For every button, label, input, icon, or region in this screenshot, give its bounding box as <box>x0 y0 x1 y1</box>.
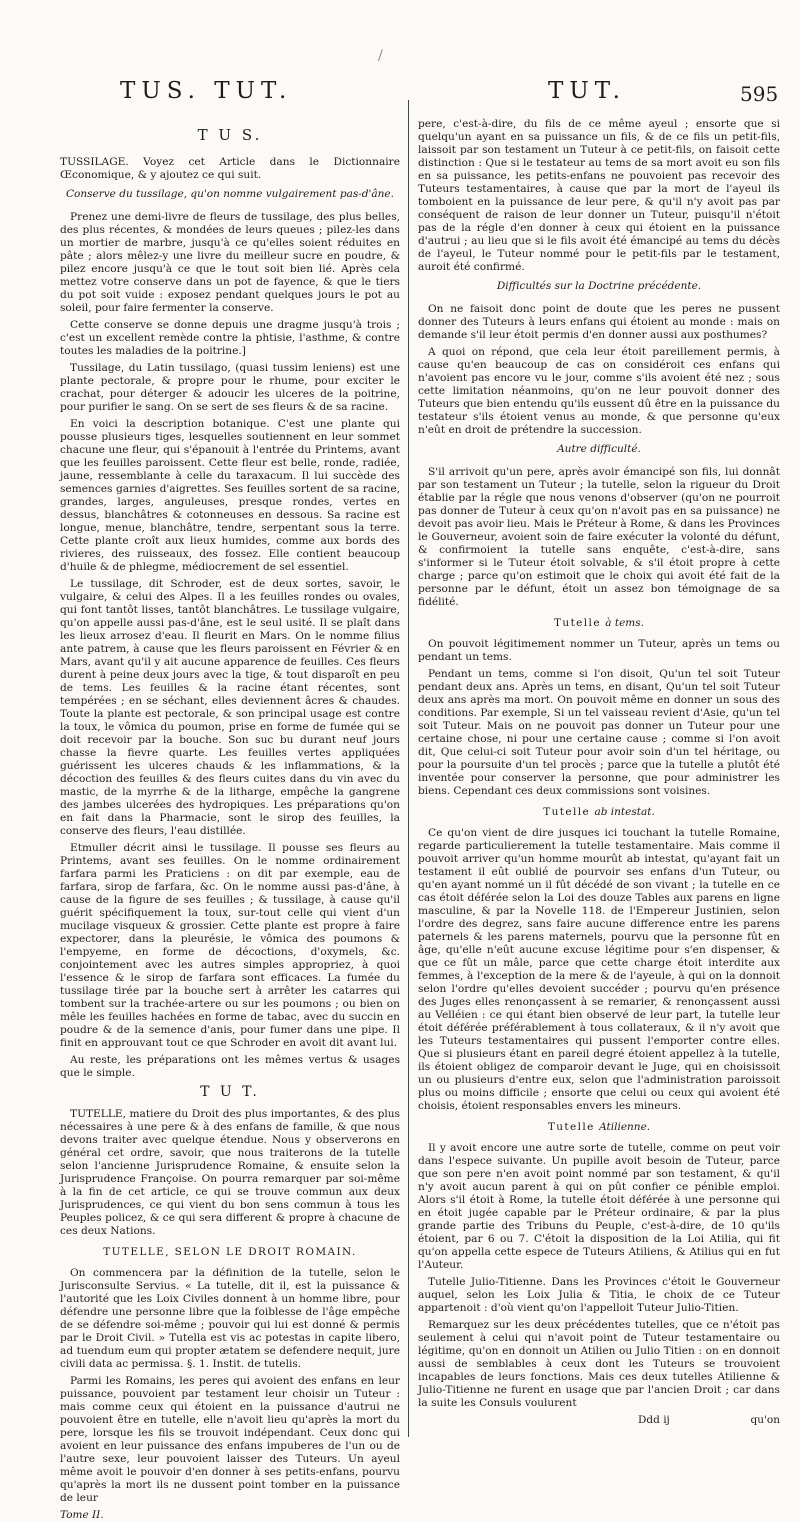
paragraph: Le tussilage, dit Schroder, est de deux sortes, savoir, le vulgaire, & celui des Alpes. Il a les feuilles rondes ou ovales, qui font tantôt lisses, tantôt blanchâtres. Le tussilage vulgaire, qu'on appelle aussi pas-d'âne, est le seul usité. Il se plaît dans les lieux arrosez d'eau. Il fleurit en Mars. On le nomme filius ante patrem, à cause que les fleurs paroissent en Février & en Mars, avant qu'il y ait aucune apparence de feuilles. Ces fleurs durent à peine deux jours avec la tige, & tout disparoît en peu de tems. Les feuilles & la racine étant récentes, sont tempérées ; en se séchant, elles deviennent âcres & chaudes. Toute la plante est pectorale, & son principal usage est contre la toux, le vômica du poumon, prise en forme de fumée qui se doit recevoir par la bouche. Son suc bu durant neuf jours chasse la fievre quarte. Les feuilles vertes appliquées guérissent les ulceres chauds & les inflammations, & la décoction des feuilles & des fleurs cuites dans du vin avec du mastic, de la myrrhe & de la litharge, empêche la gangrene des jambes ulcerées des hydropiques. Les préparations qu'on en fait dans la Pharmacie, sont le sirop des feuilles, la conserve des fleurs, l'eau distillée. <box>60 578 400 837</box>
page-number: 595 <box>740 82 779 106</box>
paragraph: Tutelle Julio-Titienne. Dans les Provinces c'étoit le Gouverneur auquel, selon les Loix Julia & Titia, le choix de ce Tuteur appartenoit : d'où vient qu'on l'appelloit Tuteur Julio-Titien. <box>418 1276 780 1314</box>
paragraph: On commencera par la définition de la tutelle, selon le Jurisconsulte Servius. « La tutelle, dit il, est la puissance & l'autorité que les Loix Civiles donnent à un homme libre, pour défendre une personne libre que la foiblesse de l'âge empêche de se défendre soi-même ; pouvoir qui lui est donné & permis par le Droit Civil. » Tutella est vis ac potestas in capite libero, ad tuendum eum qui propter ætatem se defendere nequit, jure civili data ac permissa. §. 1. Instit. de tutelis. <box>60 1267 400 1370</box>
paragraph: On ne faisoit donc point de doute que les peres ne pussent donner des Tuteurs à leurs enfans qui étoient au monde : mais on demande s'il leur étoit permis d'en donner aussi aux posthumes? <box>418 303 780 341</box>
tutelle-atilienne-heading <box>418 1121 780 1134</box>
printer-mark: / <box>378 48 383 64</box>
paragraph: Cette conserve se donne depuis une dragme jusqu'à trois ; c'est un excellent remède contre la phtisie, l'asthme, & contre toutes les maladies de la poitrine.] <box>60 319 400 357</box>
column-rule <box>408 100 409 1437</box>
left-column <box>60 118 400 1521</box>
running-head-right: TUT. <box>548 78 626 104</box>
running-head-left: TUS. TUT. <box>120 78 293 104</box>
tutelle-word: Tutelle <box>554 617 601 629</box>
tutelle-a-tems-heading <box>418 617 780 630</box>
paragraph: Ce qu'on vient de dire jusques ici touchant la tutelle Romaine, regarde particulierement la tutelle testamentaire. Mais comme il pouvoit arriver qu'un homme mourût ab intestat, qu'ayant fait un testament il eût oublié de pourvoir ses enfans d'un Tuteur, ou qu'en ayant nommé un il fût décédé de son vivant ; la tutelle en ce cas étoit déférée selon la Loi des douze Tables aux parens en ligne masculine, & par la Novelle 118. de l'Empereur Justinien, selon l'ordre des degrez, sans faire aucune difference entre les parens paternels & les parens maternels, pourvu que la personne fût en âge, qu'elle n'eût aucune excuse légitime pour s'en dispenser, & que ce fût un mâle, parce que cette charge étoit interdite aux femmes, à l'exception de la mere & de l'ayeule, à qui on la donnoit selon l'ordre qu'elles devoient succéder ; pourvu qu'en présence des Juges elles renonçassent à se remarier, & renonçassent aussi au Velléien : ce qui étant bien observé de leur part, la tutelle leur étoit déférée préférablement à tous collateraux, & il n'y avoit que les Tuteurs testamentaires qui pussent l'emporter contre elles. Que si plusieurs étant en pareil degré étoient appellez à la tutelle, ils étoient obligez de comparoir devant le Juge, qui en choisissoit un ou plusieurs d'entre eux, selon que l'administration paroissoit plus ou moins difficile ; ensorte que celui ou ceux qui avoient été choisis, étoient responsables envers les mineurs. <box>418 827 780 1112</box>
difficultes-heading: Difficultés sur la Doctrine précédente. <box>496 280 702 292</box>
roman-law-heading: TUTELLE, SELON LE DROIT ROMAIN. <box>103 1246 357 1258</box>
tutelle-qualifier: à tems. <box>605 617 644 629</box>
paragraph: Tussilage, du Latin tussilago, (quasi tussim leniens) est une plante pectorale, & propre pour le rhume, pour exciter le crachat, pour déterger & adoucir les ulceres de la poitrine, pour purifier le sang. On se sert de ses fleurs & de sa racine. <box>60 362 400 413</box>
tutelle-word: Tutelle <box>547 1121 595 1133</box>
paragraph: A quoi on répond, que cela leur étoit pareillement permis, à cause qu'en beaucoup de cas on considéroit ces enfans qui n'avoient pas encore vu le jour, comme s'ils avoient été nez ; sous cette limitation néanmoins, qu'on ne leur pouvoit donner des Tuteurs que bien entendu qu'ils eussent dû être en la puissance du testateur s'ils étoient venus au monde, & que personne qu'eux n'eût en droit de prétendre la succession. <box>418 346 780 436</box>
signature-mark: Ddd ij <box>638 1414 670 1426</box>
right-column <box>418 118 780 1455</box>
paragraph: En voici la description botanique. C'est une plante qui pousse plusieurs tiges, lesquelles soutiennent en leur sommet chacune une fleur, qui s'épanouit à l'entrée du Printems, avant que les feuilles paroissent. Cette fleur est belle, ronde, radiée, jaune, ressemblante à celle du taraxacum. Il lui succède des semences garnies d'aigrettes. Ses feuilles sortent de sa racine, grandes, larges, anguleuses, presque rondes, vertes en dessus, blanchâtres & cotonneuses en dessous. Sa racine est longue, menue, blanchâtre, tendre, serpentant sous la terre. Cette plante croît aux lieux humides, comme aux bords des rivieres, des ruisseaux, des fossez. Elle contient beaucoup d'huile & de phlegme, médiocrement de sel essentiel. <box>60 418 400 573</box>
paragraph: On pouvoit légitimement nommer un Tuteur, après un tems ou pendant un tems. <box>418 638 780 663</box>
tutelle-qualifier: Atilienne. <box>599 1121 651 1133</box>
conserve-title: Conserve du tussilage, qu'on nomme vulgairement pas-d'âne. <box>66 188 394 200</box>
autre-difficulte-heading: Autre difficulté. <box>557 443 641 455</box>
left-footer <box>60 1509 400 1521</box>
paragraph: Il y avoit encore une autre sorte de tutelle, comme on peut voir dans l'espece suivante. Un pupille avoit besoin de Tuteur, parce que son pere n'en avoit point nommé par son testament, & qu'il n'y avoit aucun parent à qui on pût confier ce pénible emploi. Alors s'il étoit à Rome, la tutelle étoit déférée à une personne qui en étoit jugée capable par le Préteur ordinaire, & par la plus grande partie des Tribuns du Peuple, c'est-à-dire, de 10 qu'ils étoient, par 6 ou 7. C'étoit la disposition de la Loi Atilia, qui fit qu'on appella cette espece de Tuteurs Atiliens, & Atilius qui en fut l'Auteur. <box>418 1142 780 1271</box>
paragraph: Prenez une demi-livre de fleurs de tussilage, des plus belles, des plus récentes, & mondées de leurs queues ; pilez-les dans un mortier de marbre, jusqu'à ce qu'elles soient réduites en pâte ; alors mêlez-y une livre du meilleur sucre en poudre, & pilez encore jusqu'à ce que le tout soit bien lié. Après cela mettez votre conserve dans un pot de fayence, & que le tiers du pot soit vuide : exposez pendant quelques jours le pot au soleil, pour faire fermenter la conserve. <box>60 211 400 314</box>
paragraph: pere, c'est-à-dire, du fils de ce même ayeul ; ensorte que si quelqu'un ayant en sa puissance un fils, & de ce fils un petit-fils, laissoit par son testament un Tuteur à ce petit-fils, on faisoit cette distinction : Que si le testateur au tems de sa mort avoit eu son fils en sa puissance, les petits-enfans ne pouvoient pas recevoir des Tuteurs testamentaires, à cause que par la mort de l'ayeul ils tomboient en la puissance de leur pere, & qu'il n'y avoit pas par conséquent de raison de leur donner un Tuteur, puisqu'il n'étoit pas de la régle d'en donner à ceux qui étoient en la puissance d'autrui ; au lieu que si le fils avoit été émancipé au tems du décès de l'ayeul, le Tuteur nommé pour le petit-fils par le testament, auroit été confirmé. <box>418 118 780 273</box>
paragraph: TUTELLE, matiere du Droit des plus importantes, & des plus nécessaires à une pere & à des enfans de famille, & que nous devons traiter avec quelque étendue. Nous y observerons en général cet ordre, savoir, que nous traiterons de la tutelle selon l'ancienne Jurisprudence Romaine, & ensuite selon la Jurisprudence Françoise. On pourra remarquer par soi-même à la fin de cet article, ce qui se trouve commun aux deux Jurisprudences, ce qui vient du bon sens commun à tous les Peuples policez, & ce qui sera different & propre à chacune de ces deux Nations. <box>60 1108 400 1237</box>
tussilage-intro: TUSSILAGE. Voyez cet Article dans le Dictionnaire Œconomique, & y ajoutez ce qui suit. <box>60 156 400 181</box>
tutelle-word: Tutelle <box>543 806 591 818</box>
tutelle-ab-intestat-heading <box>418 806 780 819</box>
catchword: qu'on <box>750 1414 780 1426</box>
paragraph: S'il arrivoit qu'un pere, après avoir émancipé son fils, lui donnât par son testament un Tuteur ; la tutelle, selon la rigueur du Droit établie par la régle que nous venons d'observer (qu'on ne pourroit pas donner de Tuteur à ceux qu'on n'avoit pas en sa puissance) ne devoit pas avoir lieu. Mais le Préteur à Rome, & dans les Provinces le Gouverneur, avoient soin de faire exécuter la volonté du défunt, & confirmoient la tutelle sans enquête, c'est-à-dire, sans s'informer si le Tuteur étoit solvable, & s'il étoit propre à cette charge ; parce qu'on estimoit que le choix qui avoit été fait de la personne par le défunt, étoit un assez bon témoignage de sa fidélité. <box>418 466 780 608</box>
section-heading-tus: T U S. <box>197 126 263 144</box>
tutelle-qualifier: ab intestat. <box>594 806 655 818</box>
volume-signature: Tome II. <box>60 1509 104 1521</box>
section-heading-tut: T U T. <box>200 1084 260 1100</box>
paragraph: Parmi les Romains, les peres qui avoient des enfans en leur puissance, pouvoient par testament leur choisir un Tuteur : mais comme ceux qui étoient en la puissance d'autrui ne pouvoient être en tutelle, elle n'avoit lieu qu'après la mort du pere, lorsque les fils se trouvoit indépendant. Ceux donc qui avoient en leur puissance des enfans impuberes de l'un ou de l'autre sexe, leur pouvoient laisser des Tuteurs. Un ayeul même avoit le pouvoir d'en donner à ses petits-enfans, pourvu qu'après la mort ils ne dussent point tomber en la puissance de leur <box>60 1375 400 1504</box>
paragraph: Au reste, les préparations ont les mêmes vertus & usages que le simple. <box>60 1054 400 1079</box>
right-footer <box>418 1414 780 1426</box>
paragraph: Pendant un tems, comme si l'on disoit, Qu'un tel soit Tuteur pendant deux ans. Après un tems, en disant, Qu'un tel soit Tuteur deux ans après ma mort. On pouvoit même en donner un sous des conditions. Par exemple, Si un tel vaisseau revient d'Asie, qu'un tel soit Tuteur. Mais on ne pouvoit pas donner un Tuteur pour une certaine chose, ni pour une certaine cause ; comme si l'on avoit dit, Que celui-ci soit Tuteur pour avoir soin d'un tel héritage, ou pour la poursuite d'un tel procès ; parce que la tutelle a plutôt été inventée pour conserver la personne, que pour administrer les biens. Cependant ces deux commissions sont voisines. <box>418 668 780 797</box>
paragraph: Etmuller décrit ainsi le tussilage. Il pousse ses fleurs au Printems, avant ses feuilles. On le nomme ordinairement farfara parmi les Praticiens : on dit par exemple, eau de farfara, sirop de farfara, &c. On le nomme aussi pas-d'âne, à cause de la figure de ses feuilles ; & tussilage, à cause qu'il guérit spécifiquement la toux, sur-tout celle qui vient d'un mucilage visqueux & grossier. Cette plante est propre à faire expectorer, dans la pleurésie, le vômica des poumons & l'empyeme, en forme de décoctions, d'oxymels, &c. conjointement avec les autres simples appropriez, à quoi l'essence & le sirop de farfara sont efficaces. La fumée du tussilage tirée par la bouche sert à arrêter les catarres qui tombent sur la trachée-artere ou sur les poumons ; ou bien on mêle les feuilles hachées en forme de tabac, avec du succin en poudre & de la semence d'anis, pour fumer dans une pipe. Il finit en approuvant tout ce que Schroder en avoit dit avant lui. <box>60 842 400 1049</box>
paragraph: Remarquez sur les deux précédentes tutelles, que ce n'étoit pas seulement à celui qui n'avoit point de Tuteur testamentaire ou légitime, qu'on en donnoit un Atilien ou Julio Titien : on en donnoit aussi de semblables à ceux dont les Tuteurs se trouvoient incapables de leurs fonctions. Mais ces deux tutelles Atilienne & Julio-Titienne ne furent en usage que par l'ancien Droit ; car dans la suite les Consuls voulurent <box>418 1319 780 1409</box>
